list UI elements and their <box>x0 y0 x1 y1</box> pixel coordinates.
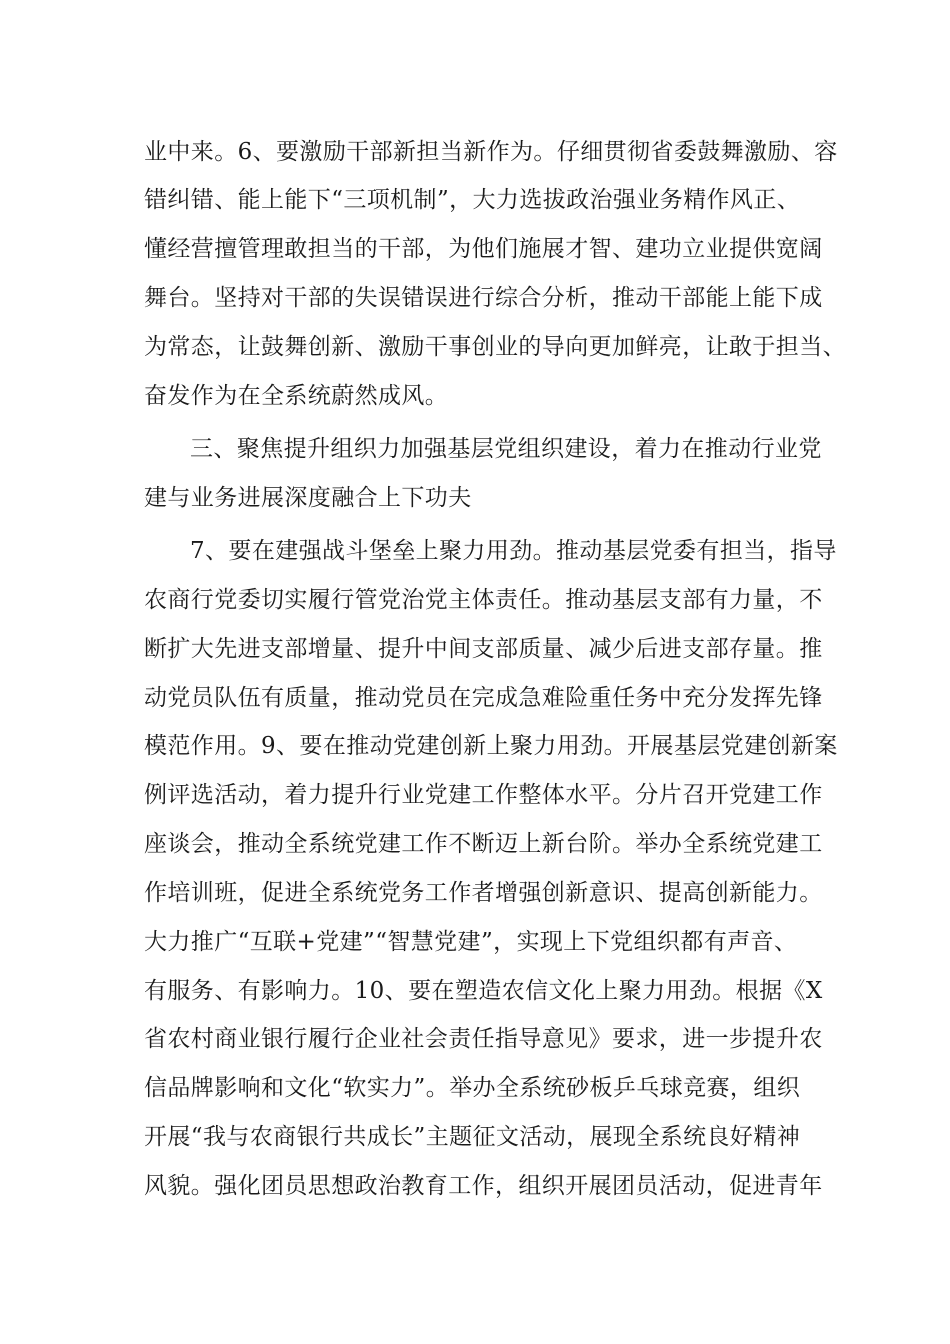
paragraph-line: 7、要在建强战斗堡垒上聚力用劲。推动基层党委有担当，指导 <box>190 538 837 564</box>
paragraph-line: 断扩大先进支部增量、提升中间支部质量、减少后进支部存量。推 <box>144 636 823 662</box>
paragraph-line: 座谈会，推动全系统党建工作不断迈上新台阶。举办全系统党建工 <box>144 831 823 857</box>
paragraph-line: 错纠错、能上能下“三项机制”，大力选拔政治强业务精作风正、 <box>144 187 801 213</box>
paragraph-line: 例评选活动，着力提升行业党建工作整体水平。分片召开党建工作 <box>144 782 823 808</box>
paragraph-line: 作培训班，促进全系统党务工作者增强创新意识、提高创新能力。 <box>144 880 823 906</box>
paragraph-line: 奋发作为在全系统蔚然成风。 <box>144 383 449 409</box>
paragraph-line: 有服务、有影响力。10、要在塑造农信文化上聚力用劲。根据《X <box>144 978 823 1004</box>
paragraph-line: 省农村商业银行履行企业社会责任指导意见》要求，进一步提升农 <box>144 1026 823 1052</box>
paragraph-line: 信品牌影响和文化“软实力”。举办全系统砂板乒乓球竞赛，组织 <box>144 1075 801 1101</box>
paragraph-line: 动党员队伍有质量，推动党员在完成急难险重任务中充分发挥先锋 <box>144 685 823 711</box>
paragraph-line: 为常态，让鼓舞创新、激励干事创业的导向更加鲜亮，让敢于担当、 <box>144 334 846 360</box>
paragraph-line: 农商行党委切实履行管党治党主体责任。推动基层支部有力量，不 <box>144 587 823 613</box>
paragraph-line: 开展“我与农商银行共成长”主题征文活动，展现全系统良好精神 <box>144 1124 801 1150</box>
paragraph-line: 大力推广“互联+党建”“智慧党建”，实现上下党组织都有声音、 <box>144 929 798 955</box>
section-heading-line: 建与业务进展深度融合上下功夫 <box>144 485 472 511</box>
paragraph-line: 模范作用。9、要在推动党建创新上聚力用劲。开展基层党建创新案 <box>144 733 838 759</box>
section-heading-line: 三、聚焦提升组织力加强基层党组织建设，着力在推动行业党 <box>190 436 822 462</box>
paragraph-line: 业中来。6、要激励干部新担当新作为。仔细贯彻省委鼓舞激励、容 <box>144 139 838 165</box>
paragraph-line: 懂经营擅管理敢担当的干部，为他们施展才智、建功立业提供宽阔 <box>144 236 823 262</box>
paragraph-line: 风貌。强化团员思想政治教育工作，组织开展团员活动，促进青年 <box>144 1173 823 1199</box>
paragraph-line: 舞台。坚持对干部的失误错误进行综合分析，推动干部能上能下成 <box>144 285 823 311</box>
